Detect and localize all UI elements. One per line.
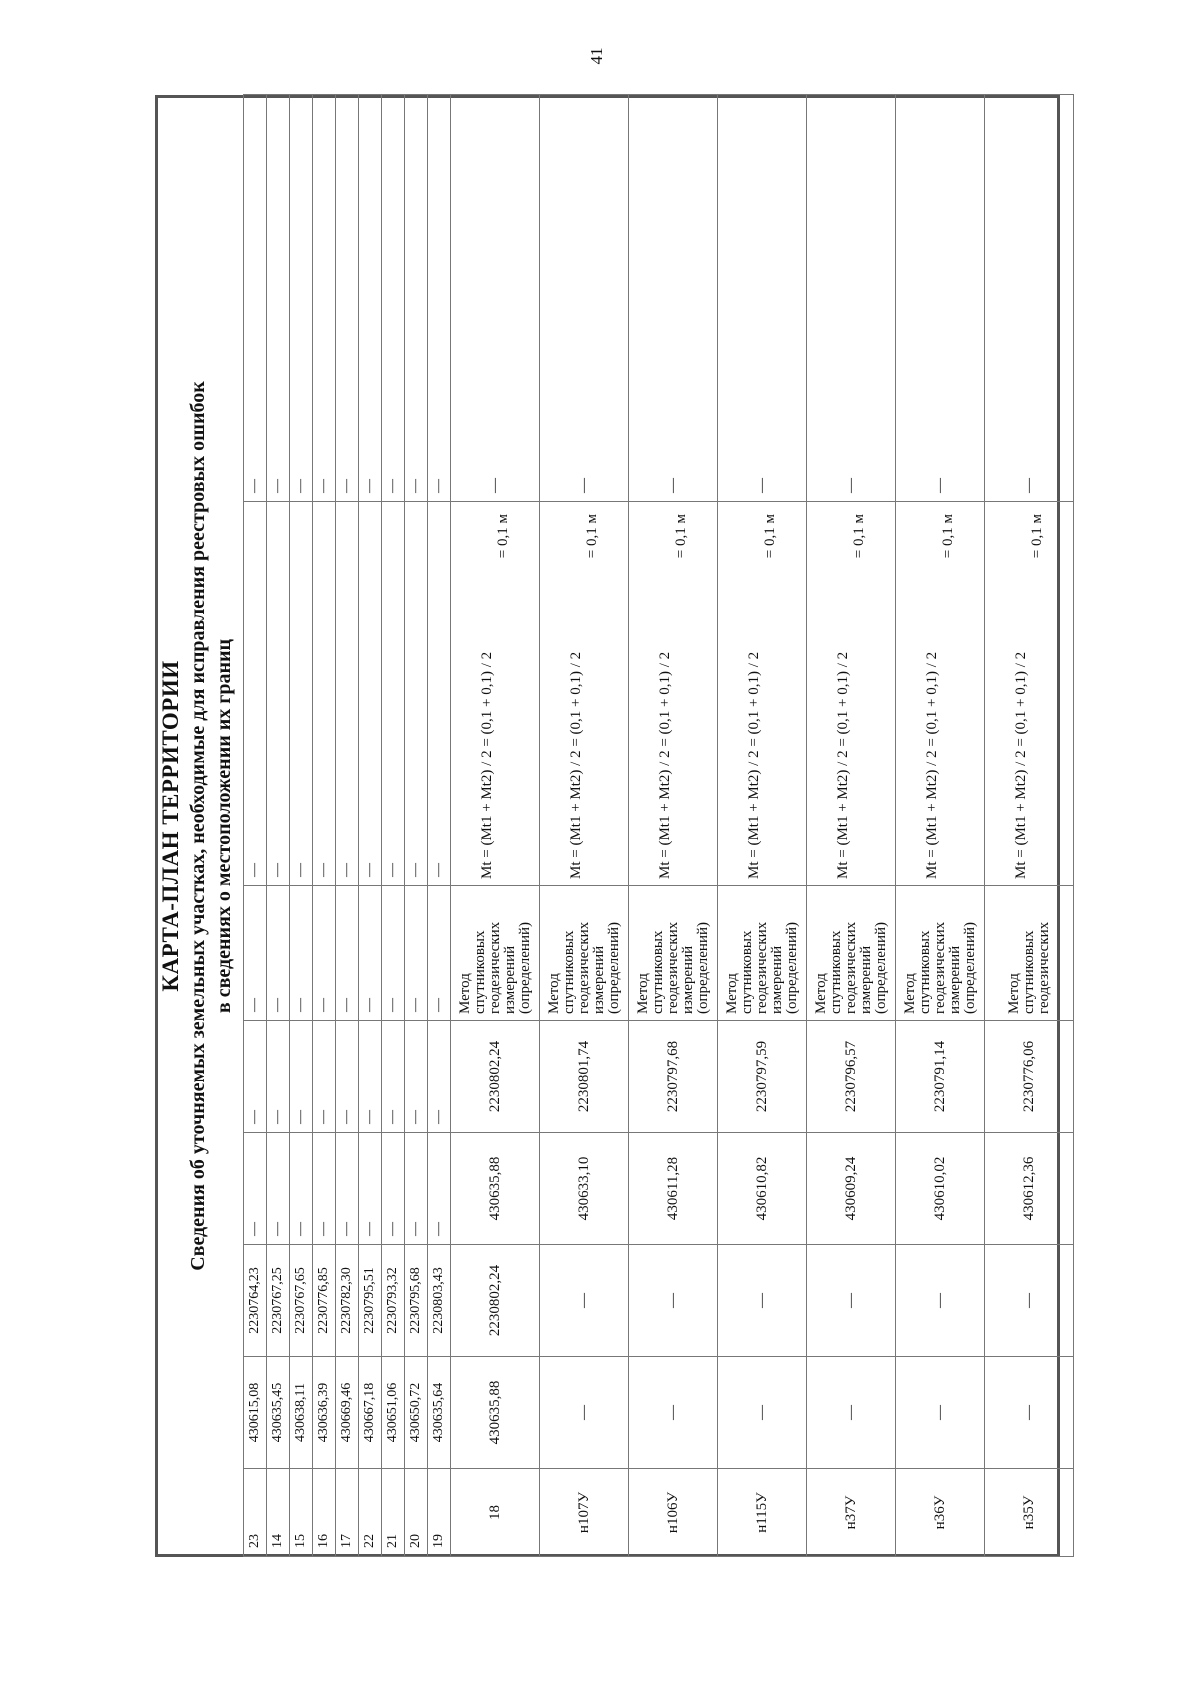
table-row (290, 95, 313, 1557)
remarks: — (807, 95, 896, 502)
accuracy-formula (896, 502, 985, 886)
point-id: 21 (382, 1469, 405, 1557)
accuracy-formula: — (244, 502, 267, 886)
point-id: 17 (336, 1469, 359, 1557)
old-y: 2230803,43 (428, 1245, 451, 1357)
new-y: — (313, 1021, 336, 1133)
accuracy-formula: — (313, 502, 336, 886)
new-x: — (336, 1133, 359, 1245)
remarks: — (290, 95, 313, 502)
accuracy-formula (451, 502, 540, 886)
formula-line-1: Mt = (Mt1 + Mt2) / 2 = (0,1 + 0,1) / 2 (924, 651, 940, 879)
method: — (336, 886, 359, 1021)
old-y: — (985, 1245, 1074, 1357)
accuracy-formula (807, 502, 896, 886)
remarks: — (985, 95, 1074, 502)
old-x: 430667,18 (359, 1357, 382, 1469)
method: — (405, 886, 428, 1021)
remarks: — (313, 95, 336, 502)
table-row (359, 95, 382, 1557)
boundary-points-table (243, 94, 1074, 1557)
method: Метод спутниковых геодезических (985, 886, 1074, 1021)
formula-line-1: Mt = (Mt1 + Mt2) / 2 = (0,1 + 0,1) / 2 (1013, 651, 1029, 879)
page-number: 41 (587, 47, 606, 65)
accuracy-formula: — (290, 502, 313, 886)
remarks: — (629, 95, 718, 502)
new-x: — (267, 1133, 290, 1245)
point-id: н37У (807, 1469, 896, 1557)
table-row (985, 95, 1074, 1557)
method: — (290, 886, 313, 1021)
old-x: — (807, 1357, 896, 1469)
old-y: 2230764,23 (244, 1245, 267, 1357)
old-x: — (540, 1357, 629, 1469)
old-y: 2230795,68 (405, 1245, 428, 1357)
new-x: 430610,02 (896, 1133, 985, 1245)
new-x: 430635,88 (451, 1133, 540, 1245)
point-id: н36У (896, 1469, 985, 1557)
accuracy-formula: — (336, 502, 359, 886)
document-title: КАРТА-ПЛАН ТЕРРИТОРИИ (158, 660, 183, 992)
new-y: — (428, 1021, 451, 1133)
accuracy-formula: — (428, 502, 451, 886)
old-y: — (629, 1245, 718, 1357)
new-y: — (290, 1021, 313, 1133)
formula-line-2: = 0,1 м (1029, 514, 1045, 559)
formula-line-1: Mt = (Mt1 + Mt2) / 2 = (0,1 + 0,1) / 2 (479, 651, 495, 879)
remarks: — (267, 95, 290, 502)
old-y: 2230793,32 (382, 1245, 405, 1357)
method: Метод спутниковых геодезических измерений (определений) (540, 886, 629, 1021)
old-x: — (718, 1357, 807, 1469)
point-id: 23 (244, 1469, 267, 1557)
table-row (267, 95, 290, 1557)
accuracy-formula (985, 502, 1074, 886)
new-y: — (267, 1021, 290, 1133)
method: Метод спутниковых геодезических измерений (определений) (629, 886, 718, 1021)
formula-line-2: = 0,1 м (673, 514, 689, 559)
accuracy-formula: — (382, 502, 405, 886)
formula-line-1: Mt = (Mt1 + Mt2) / 2 = (0,1 + 0,1) / 2 (746, 651, 762, 879)
method: — (382, 886, 405, 1021)
old-y: — (718, 1245, 807, 1357)
point-id: 14 (267, 1469, 290, 1557)
formula-line-1: Mt = (Mt1 + Mt2) / 2 = (0,1 + 0,1) / 2 (657, 651, 673, 879)
point-id: н115У (718, 1469, 807, 1557)
remarks: — (382, 95, 405, 502)
point-id: 22 (359, 1469, 382, 1557)
new-x: — (313, 1133, 336, 1245)
method: — (359, 886, 382, 1021)
table-row (807, 95, 896, 1557)
table-row (336, 95, 359, 1557)
method: — (428, 886, 451, 1021)
table-body (244, 95, 1074, 1557)
remarks: — (428, 95, 451, 502)
remarks: — (244, 95, 267, 502)
new-y: — (382, 1021, 405, 1133)
new-y: 2230797,68 (629, 1021, 718, 1133)
new-x: — (359, 1133, 382, 1245)
new-y: 2230791,14 (896, 1021, 985, 1133)
new-y: 2230776,06 (985, 1021, 1074, 1133)
new-y: — (336, 1021, 359, 1133)
new-x: — (290, 1133, 313, 1245)
old-x: — (896, 1357, 985, 1469)
old-x: 430635,88 (451, 1357, 540, 1469)
table-row (629, 95, 718, 1557)
cadastral-sheet (155, 95, 1060, 1557)
new-y: 2230796,57 (807, 1021, 896, 1133)
old-x: — (629, 1357, 718, 1469)
method: Метод спутниковых геодезических измерений (определений) (451, 886, 540, 1021)
old-x: 430615,08 (244, 1357, 267, 1469)
point-id: 16 (313, 1469, 336, 1557)
new-x: — (428, 1133, 451, 1245)
method: — (267, 886, 290, 1021)
formula-line-1: Mt = (Mt1 + Mt2) / 2 = (0,1 + 0,1) / 2 (568, 651, 584, 879)
accuracy-formula: — (359, 502, 382, 886)
old-y: 2230795,51 (359, 1245, 382, 1357)
old-y: 2230782,30 (336, 1245, 359, 1357)
remarks: — (405, 95, 428, 502)
accuracy-formula: — (267, 502, 290, 886)
method: Метод спутниковых геодезических измерений (определений) (896, 886, 985, 1021)
new-y: — (244, 1021, 267, 1133)
old-y: — (807, 1245, 896, 1357)
old-x: — (985, 1357, 1074, 1469)
table-row (540, 95, 629, 1557)
new-x: — (382, 1133, 405, 1245)
method: — (313, 886, 336, 1021)
old-y: 2230767,25 (267, 1245, 290, 1357)
new-y: — (405, 1021, 428, 1133)
accuracy-formula: — (405, 502, 428, 886)
remarks: — (451, 95, 540, 502)
table-row (428, 95, 451, 1557)
point-id: н35У (985, 1469, 1074, 1557)
method: Метод спутниковых геодезических измерений (определений) (718, 886, 807, 1021)
formula-line-2: = 0,1 м (762, 514, 778, 559)
formula-line-2: = 0,1 м (495, 514, 511, 559)
remarks: — (718, 95, 807, 502)
new-x: 430633,10 (540, 1133, 629, 1245)
formula-line-1: Mt = (Mt1 + Mt2) / 2 = (0,1 + 0,1) / 2 (835, 651, 851, 879)
accuracy-formula (540, 502, 629, 886)
point-id: н107У (540, 1469, 629, 1557)
new-x: 430610,82 (718, 1133, 807, 1245)
point-id: 20 (405, 1469, 428, 1557)
old-x: 430638,11 (290, 1357, 313, 1469)
point-id: н106У (629, 1469, 718, 1557)
new-y: 2230797,59 (718, 1021, 807, 1133)
formula-line-2: = 0,1 м (584, 514, 600, 559)
old-y: — (540, 1245, 629, 1357)
subtitle-line-1: Сведения об уточняемых земельных участках, необходимые для исправления реестровых ошибок (187, 381, 209, 1271)
formula-line-2: = 0,1 м (851, 514, 867, 559)
table-row (244, 95, 267, 1557)
new-y: 2230802,24 (451, 1021, 540, 1133)
old-y: 2230776,85 (313, 1245, 336, 1357)
table-row (405, 95, 428, 1557)
document-subtitle (185, 95, 237, 1557)
old-y: 2230767,65 (290, 1245, 313, 1357)
accuracy-formula (629, 502, 718, 886)
new-y: — (359, 1021, 382, 1133)
remarks: — (359, 95, 382, 502)
old-x: 430635,45 (267, 1357, 290, 1469)
old-x: 430669,46 (336, 1357, 359, 1469)
old-x: 430636,39 (313, 1357, 336, 1469)
point-id: 19 (428, 1469, 451, 1557)
remarks: — (336, 95, 359, 502)
old-x: 430635,64 (428, 1357, 451, 1469)
table-row (313, 95, 336, 1557)
remarks: — (540, 95, 629, 502)
formula-line-2: = 0,1 м (940, 514, 956, 559)
new-y: 2230801,74 (540, 1021, 629, 1133)
point-id: 18 (451, 1469, 540, 1557)
method: — (244, 886, 267, 1021)
old-x: 430651,06 (382, 1357, 405, 1469)
table-row (451, 95, 540, 1557)
subtitle-line-2: в сведениях о местоположении их границ (213, 638, 235, 1014)
table-row (896, 95, 985, 1557)
point-id: 15 (290, 1469, 313, 1557)
method: Метод спутниковых геодезических измерений (определений) (807, 886, 896, 1021)
table-row (382, 95, 405, 1557)
new-x: 430611,28 (629, 1133, 718, 1245)
old-y: — (896, 1245, 985, 1357)
accuracy-formula (718, 502, 807, 886)
old-x: 430650,72 (405, 1357, 428, 1469)
new-x: — (244, 1133, 267, 1245)
new-x: 430609,24 (807, 1133, 896, 1245)
title-block (155, 95, 243, 1557)
remarks: — (896, 95, 985, 502)
table-row (718, 95, 807, 1557)
new-x: 430612,36 (985, 1133, 1074, 1245)
old-y: 2230802,24 (451, 1245, 540, 1357)
new-x: — (405, 1133, 428, 1245)
